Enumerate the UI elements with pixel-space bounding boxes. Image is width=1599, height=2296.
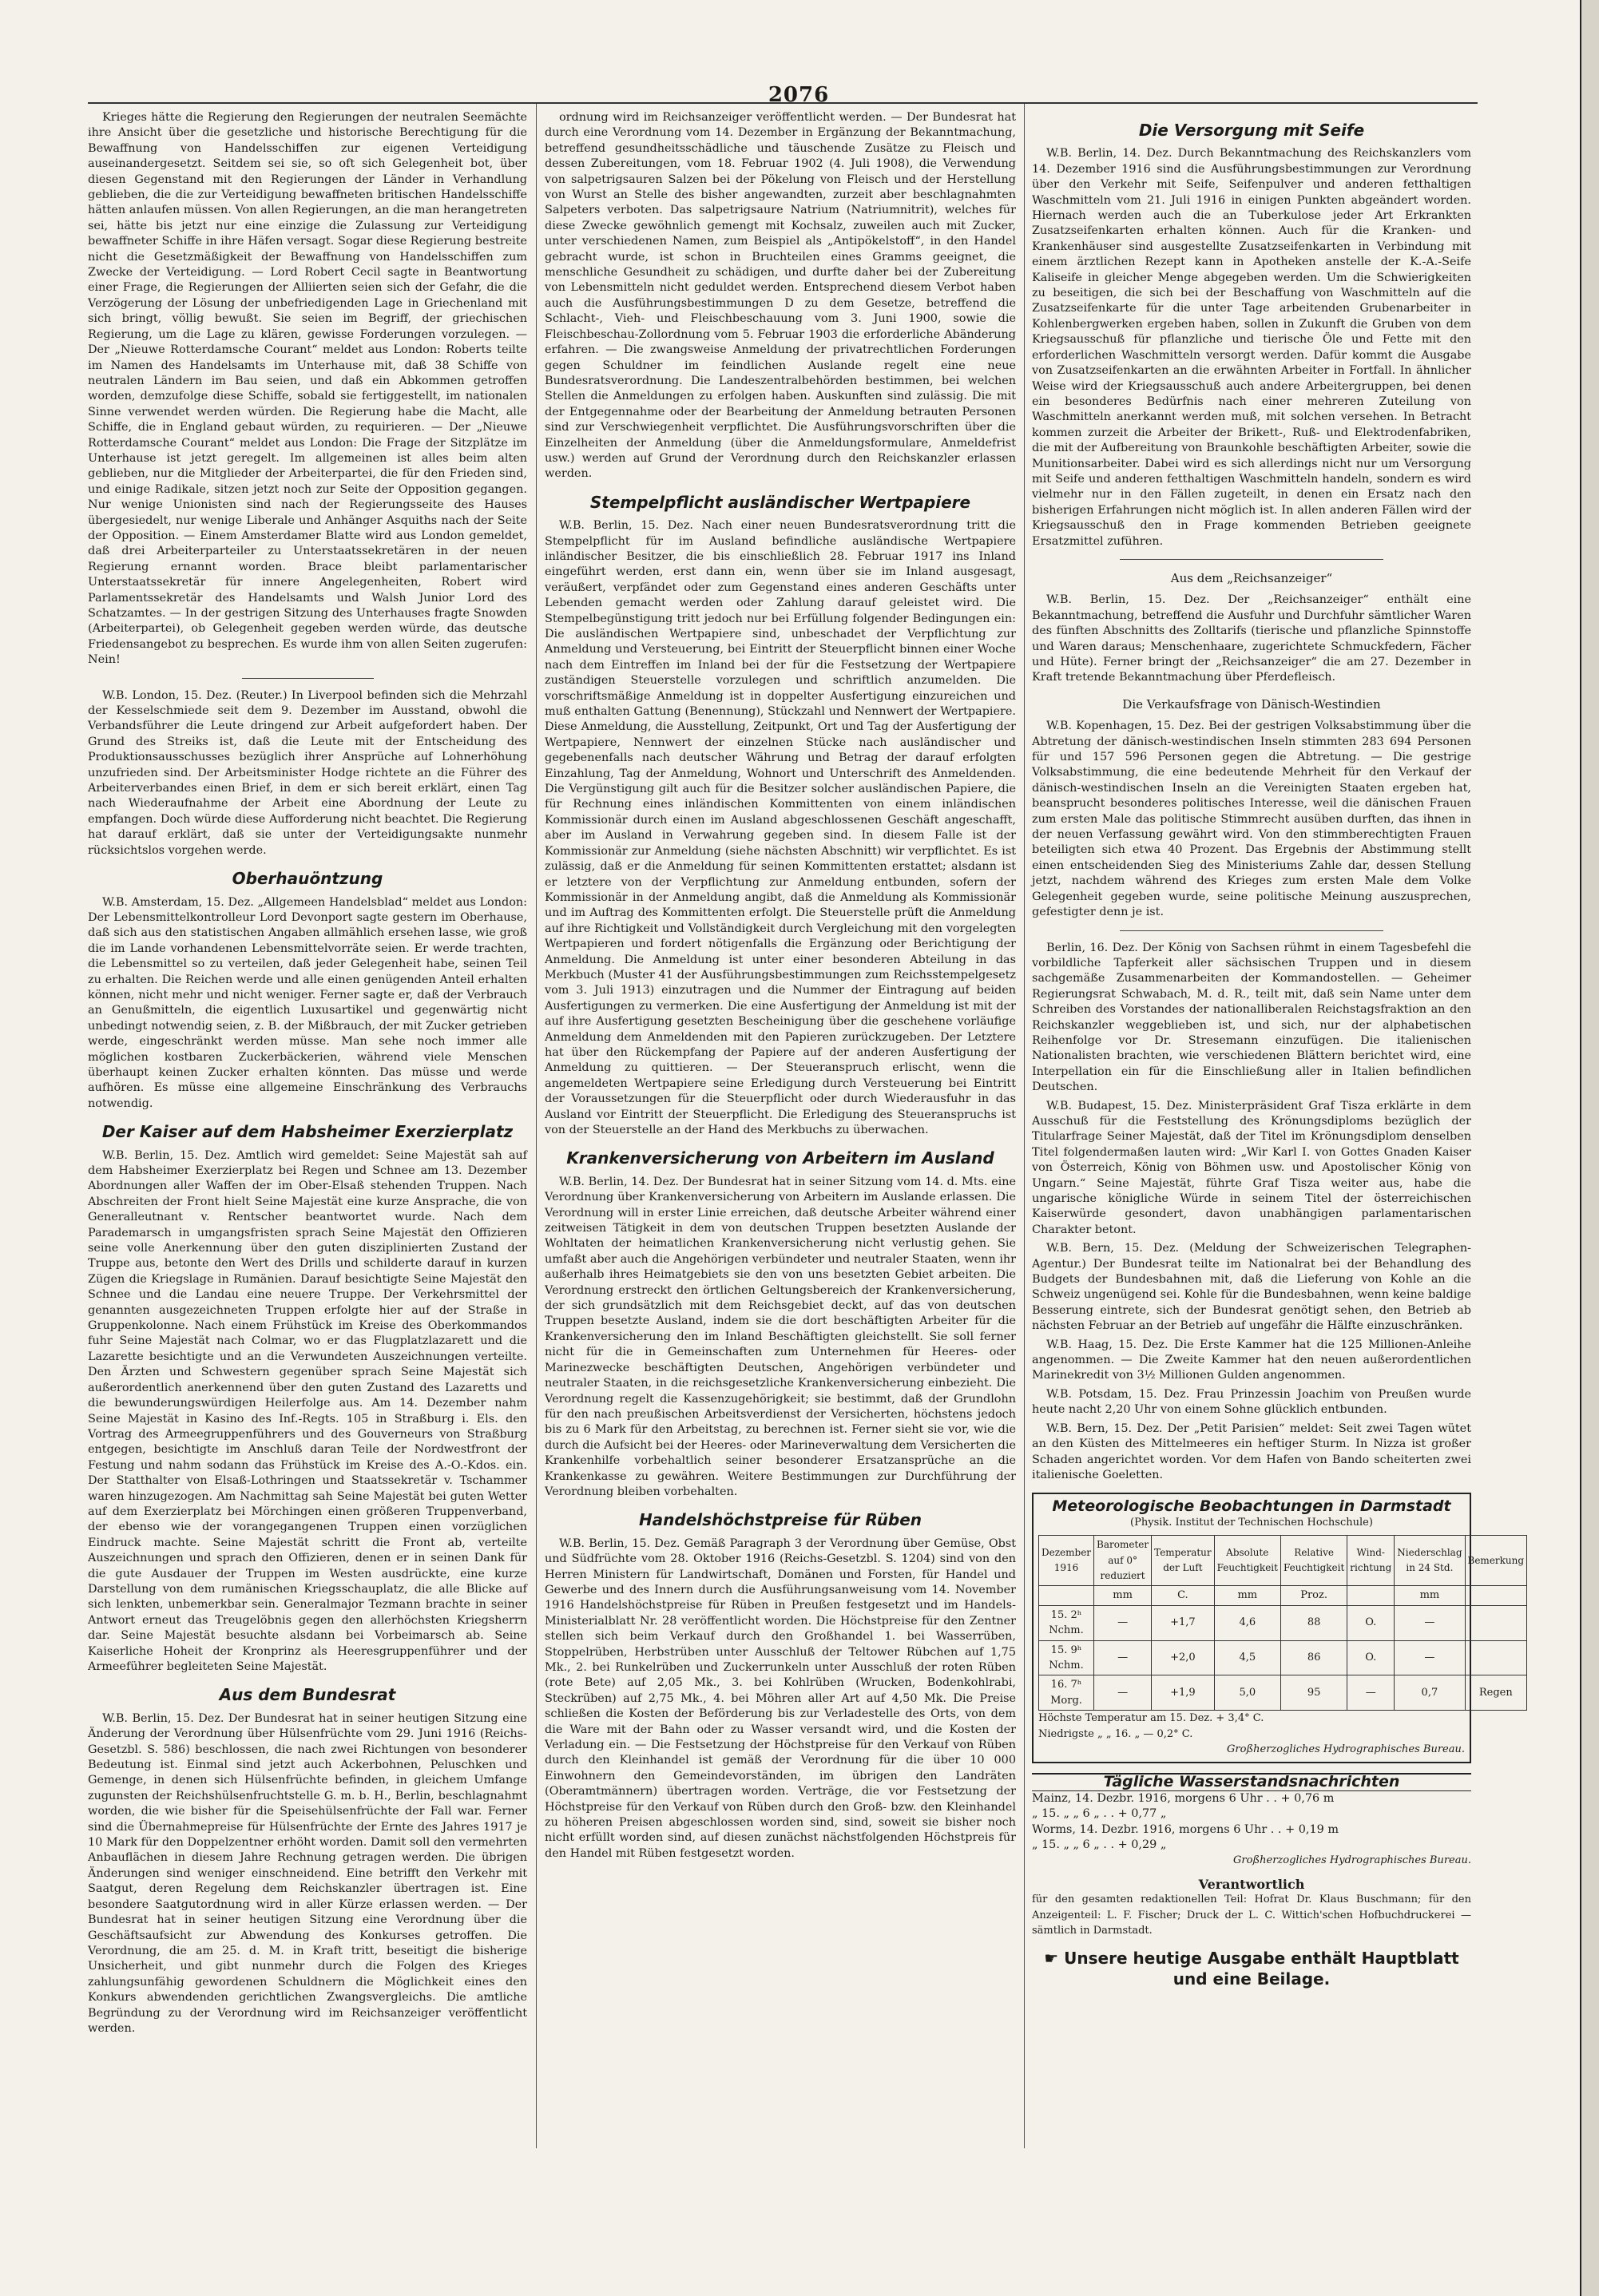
weather-header: Temperatur der Luft [1152,1536,1215,1586]
weather-unit [1039,1586,1094,1605]
weather-cell: 95 [1280,1675,1347,1711]
min-temperature: Niedrigste „ „ 16. „ — 0,2° C. [1038,1727,1193,1740]
weather-cell: +2,0 [1152,1640,1215,1675]
weather-cell: — [1094,1675,1152,1711]
weather-cell: O. [1347,1640,1395,1675]
column-divider-2 [1024,104,1025,2148]
weather-cell: 86 [1280,1640,1347,1675]
weather-unit: mm [1395,1586,1465,1605]
weather-unit [1465,1586,1527,1605]
article-paragraph: Berlin, 16. Dez. Der König von Sachsen rühmt in einem Tagesbefehl die vorbildliche Tapferkeit aller sächsischen Truppen und in diesem sachgemäße Zusammenarbeiten der Kommandostellen. — Geheimer Regierungsrat Schwabach, M. d. R., teilt mit, daß sein Name unter dem Schreiben des Vorstandes der nationalliberalen Reichstagsfraktion an den Reichskanzler weggeblieben ist, und sich, nur der alphabetischen Reihenfolge vor Dr. Stresemann einzufügen. Die italienischen Nationalisten brachten, wie verschiedenen Blättern berichtet wird, eine Interpellation ein für die Einschließung aller in Italien befindlichen Deutschen. [1032,941,1471,1094]
weather-cell: 15. 2ʰ Nchm. [1039,1605,1094,1640]
weather-subtitle: (Physik. Institut der Technischen Hochschule) [1130,1516,1373,1529]
imprint-title: Verantwortlich [1198,1876,1305,1892]
weather-row [1039,1605,1527,1640]
weather-row [1039,1640,1527,1675]
weather-cell: 0,7 [1395,1675,1465,1711]
weather-cell: — [1395,1640,1465,1675]
weather-header: Niederschlag in 24 Std. [1395,1536,1465,1586]
headline-kaiser: Der Kaiser auf dem Habsheimer Exerzierplatz [101,1122,514,1142]
headline-oberhaus: Oberhauöntzung [232,869,383,889]
weather-cell: — [1395,1605,1465,1640]
headline-westindien: Die Verkaufsfrage von Dänisch-Westindien [1122,696,1381,712]
water-level-line: „ 15. „ „ 6 „ . . + 0,77 „ [1032,1807,1167,1821]
article-paragraph: W.B. Berlin, 15. Dez. Amtlich wird gemeldet: Seine Majestät sah auf dem Habsheimer Exerzierplatz bei Regen und Schnee am 13. Dezember Abordnungen aller Waffen der im Ober-Elsaß stehenden Truppen. Nach Abschreiten der Front hielt Seine Majestät eine kurze Ansprache, die von Generalleutnant v. Rentscher beantwortet wurde. Nach dem Parademarsch in umgangsfristen sprach Seine Majestät den Offizieren seine volle Anerkennung über den guten disziplinierten Zustand der Truppe aus, betonte den Wert des Drills und schilderte darauf in kurzen Zügen die Kriegslage in Rumänien. Darauf besichtigte Seine Majestät den Schnee und die Landau eine neuere Truppe. Der Verkehrsmittel der genannten ausgezeichneten Truppen erfolgte hier auf der Straße in Gruppenkolonne. Nach einem Frühstück im Kreise des Oberkommandos fuhr Seine Majestät nach Colmar, wo er das Flugplatzlazarett und die Lazarette besichtigte und an die Verwundeten Auszeichnungen verteilte. Den Ärzten und Schwestern gegenüber sprach Seine Majestät sich außerordentlich anerkennend über den guten Zustand des Lazaretts und die bewunderungswürdigen Heilerfolge aus. Am 14. Dezember nahm Seine Majestät in Kasino des Inf.-Regts. 105 in Straßburg i. Els. den Vortrag des Armeegruppenführers und des Gouverneurs von Straßburg entgegen, besichtigte im Anschluß daran Teile der Nordwestfront der Festung und nahm sodann das Frühstück im Kreise des A.-O.-Kdos. ein. Der Statthalter von Elsaß-Lothringen und Staatssekretär v. Tschammer waren hinzugezogen. Am Nachmittag sah Seine Majestät bei guten Wetter auf dem Exerzierplatz bei Mörchingen einen größeren Truppenverband, der ebenso wie der vorangegangenen Truppen einen vorzüglichen Eindruck machte. Seine Majestät schritt die Front ab, verteilte Auszeichnungen und sprach den Offizieren, denen er in seinen Dank für die gute Ausdauer der Truppen im Westen ausdrückte, eine kurze Darstellung von dem rumänischen Kriegsschauplatz, die alle Blicke auf sich lenkten, unbemerkbar sein. Generalmajor Tezmann brachte in seiner Antwort erneut das Treugelöbnis gegen den allerhöchsten Kriegsherrn dar. Seine Majestät besuchte alsdann bei Vorbeimarsch ab. Seine Kaiserliche Hoheit der Kronprinz als Heeresgruppenführer und der Armeeführer begleiteten Seine Majestät. [88,1148,527,1673]
weather-cell: O. [1347,1605,1395,1640]
article-paragraph: W.B. Berlin, 15. Dez. Nach einer neuen Bundesratsverordnung tritt die Stempelpflicht für im Ausland befindliche ausländische Wertpapiere inländischer Besitzer, die bis einschließlich 28. Februar 1917 ins Inland eingeführt werden, erst dann ein, wenn über sie im Inland ausgesagt, veräußert, verpfändet oder zum Gegenstand eines anderen Geschäfts unter Lebenden gemacht werden oder Zahlung darauf geleistet wird. Die Stempelbegünstigung tritt jedoch nur bei Erfüllung folgender Bedingungen ein: Die ausländischen Wertpapiere sind, unbeschadet der Verpflichtung zur Anmeldung und Versteuerung, bei Eintritt der Steuerpflicht binnen einer Woche nach dem Eintreffen im Inland bei der für die Festsetzung der Wertpapiere zuständigen Steuerstelle vorzulegen und schriftlich anzumelden. Die vorschriftsmäßige Anmeldung ist in doppelter Ausfertigung einzureichen und muß enthalten Gattung (Benennung), Stückzahl und Nennwert der Wertpapiere. Diese Anmeldung, die Ausstellung, Zeitpunkt, Ort und Tag der Ausfertigung der Wertpapiere, Nennwert der einzelnen Stücke nach ausländischer und gegebenenfalls nach deutscher Währung und Betrag der darauf erfolgten Einzahlung, Tag der Anmeldung, Wohnort und Unterschrift des Anmeldenden. Die Vergünstigung gilt auch für die Besitzer solcher ausländischen Papiere, die für Rechnung eines inländischen Kommittenten von einem inländischen Kommissionär durch einen im Ausland abgeschlossenen Geschäft angeschafft, aber im Ausland in Verwahrung gegeben sind. In diesem Falle ist der Kommissionär zur Anmeldung (siehe nächsten Abschnitt) wir verpflichtet. Es ist zulässig, daß er die Anmeldung für seinen Kommittenten erstattet; alsdann ist er letztere von der Verpflichtung zur Anmeldung entbunden, sofern der Kommissionär in der Anmeldung angibt, daß die Anmeldung als Kommissionär und im Auftrag des Kommittenten erfolgt. Die Steuerstelle prüft die Anmeldung auf ihre Richtigkeit und Vollständigkeit durch Vergleichung mit den vorgelegten Wertpapieren und fordert nötigenfalls die Ergänzung oder Berichtigung der Anmeldung. Die Anmeldung ist unter einer besonderen Abteilung in das Merkbuch (Muster 41 der Ausführungsbestimmungen zum Reichsstempelgesetz vom 3. Juli 1913) einzutragen und die Nummer der Eintragung auf beiden Ausfertigungen zu vermerken. Die eine Ausfertigung der Anmeldung ist mit der auf ihre Ausfertigung gesetzten Bescheinigung über die geschehene vorläufige Anmeldung dem Anmeldenden mit den Papieren zurückzugeben. Der Letztere hat über den Rückempfang der Papiere auf der anderen Ausfertigung der Anmeldung zu quittieren. — Der Steueranspruch erlischt, wenn die angemeldeten Wertpapiere seine Erledigung durch Versteuerung bei Eintritt der Voraussetzungen für die Steuerpflicht oder durch Wiederausfuhr in das Ausland vor Eintritt der Steuerpflicht. Die Erledigung des Steueranspruchs ist von der Steuerstelle an der Hand des Merkbuchs zu überwachen. [545,519,1016,1136]
column-3 [1032,110,1525,2155]
weather-cell: 16. 7ʰ Morg. [1039,1675,1094,1711]
water-credit: Großherzogliches Hydrographisches Bureau. [1233,1854,1471,1867]
weather-unit: C. [1152,1586,1215,1605]
weather-table [1038,1535,1527,1711]
imprint-text: für den gesamten redaktionellen Teil: Hofrat Dr. Klaus Buschmann; für den Anzeigenteil: L. F. Fischer; Druck der L. C. Wittich'schen Hofbuchdruckerei — sämtlich in Darmstadt. [1032,1894,1471,1937]
column-divider-1 [536,104,537,2148]
weather-cell: 4,6 [1214,1605,1280,1640]
headline-stempelpflicht: Stempelpflicht ausländischer Wertpapiere [589,492,971,512]
weather-cell: 4,5 [1214,1640,1280,1675]
header-rule [88,102,1478,104]
water-level-title: Tägliche Wasserstandsnachrichten [1032,1773,1471,1790]
headline-bundesrat: Aus dem Bundesrat [219,1685,396,1705]
page-edge-strip [1580,0,1599,2296]
weather-cell: 15. 9ʰ Nchm. [1039,1640,1094,1675]
weather-unit [1347,1586,1395,1605]
weather-observations-box [1032,1493,1525,1763]
column-1 [88,110,527,2155]
article-paragraph: W.B. Bern, 15. Dez. Der „Petit Parisien“ meldet: Seit zwei Tagen wütet an den Küsten des Mittelmeeres ein heftiger Sturm. In Nizza ist großer Schaden angerichtet worden. Vor dem Hafen von Bando scheiterten zwei italienische Goeletten. [1032,1422,1471,1481]
weather-cell: +1,7 [1152,1605,1215,1640]
weather-header: Relative Feuchtigkeit [1280,1536,1347,1586]
article-paragraph: W.B. Berlin, 15. Dez. Gemäß Paragraph 3 der Verordnung über Gemüse, Obst und Südfrüchte vom 28. Oktober 1916 (Reichs-Gesetzbl. S. 1204) sind von den Herren Ministern für Landwirtschaft, Domänen und Forsten, für Handel und Gewerbe und des Innern durch die Ausführungsanweisung vom 14. November 1916 Handelshöchstpreise für Rüben in Preußen festgesetzt und im Handels-Ministerialblatt Nr. 28 veröffentlicht worden. Die Höchstpreise für den Zentner stellen sich beim Verkauf durch den Großhandel 1. bei Wasserrüben, Stoppelrüben, Herbstrüben unter Ausschluß der Teltower Rübchen auf 1,75 Mk., 2. bei Runkelrüben und Zuckerrunkeln unter Ausschluß der roten Rüben (rote Bete) auf 2,05 Mk., 3. bei Kohlrüben (Wrucken, Bodenkohlrabi, Steckrüben) auf 2,75 Mk., 4. bei Möhren aller Art auf 4,50 Mk. Die Preise schließen die Kosten der Beförderung bis zur Verladestelle des Orts, von dem die Ware mit der Bahn oder zu Wasser versandt wird, und die Kosten der Verladung ein. — Die Festsetzung der Höchstpreise für den Verkauf von Rüben durch den Kleinhandel ist gemäß der Verordnung für die über 10 000 Einwohnern den Gemeindevorständen, im übrigen den Landräten (Oberamtmännern) übertragen worden. Verträge, die vor Festsetzung der Höchstpreise für den Verkauf von Rüben durch den Groß- bzw. den Kleinhandel zu höheren Preisen abgeschlossen worden sind, sind, soweit sie bisher noch nicht erfüllt worden sind, auf diesen zunächst nächstfolgenden Höchstpreis für den Handel mit Rüben festgesetzt worden. [545,1537,1016,1860]
separator [1120,930,1383,931]
water-level-line: Worms, 14. Dezbr. 1916, morgens 6 Uhr . . + 0,19 m [1032,1822,1339,1836]
article-paragraph: W.B. London, 15. Dez. (Reuter.) In Liverpool befinden sich die Mehrzahl der Kesselschmiede seit dem 9. Dezember im Ausstand, obwohl die Verbandsführer die Leute dringend zur Arbeit aufgefordert haben. Der Grund des Streiks ist, daß die Leute mit der Entscheidung des Produktionsausschusses bezüglich ihrer Ansprüche auf Lohnerhöhung unzufrieden sind. Der Arbeitsminister Hodge richtete an die Führer des Arbeiterverbandes einen Brief, in dem er sich bereit erklärt, einen Tag nach Wiederaufnahme der Arbeit eine Abordnung der Leute zu empfangen. Doch würde diese Aufforderung nicht beachtet. Die Regierung hat darauf erklärt, daß sie unter der Verteidigungsakte nunmehr rücksichtslos vorgehen werde. [88,688,527,857]
water-level-line: „ 15. „ „ 6 „ . . + 0,29 „ [1032,1838,1167,1852]
separator [242,678,374,679]
article-paragraph: W.B. Berlin, 15. Dez. Der Bundesrat hat in seiner heutigen Sitzung eine Änderung der Verordnung über Hülsenfrüchte vom 29. Juni 1916 (Reichs-Gesetzbl. S. 586) beschlossen, die nach zwei Richtungen von besonderer Bedeutung ist. Einmal sind jetzt auch Ackerbohnen, Peluschken und Gemenge, in denen sich Hülsenfrüchte befinden, in gleichem Umfange zugunsten der Reichshülsenfruchtstelle G. m. b. H., Berlin, beschlagnahmt worden, die wie bisher für die Speisehülsenfrüchte der Fall war. Ferner sind die Übernahmepreise für Hülsenfrüchte der Ernte des Jahres 1917 je 10 Mark für den Doppelzentner erhöht worden. Damit soll den vermehrten Anbauflächen in diesem Jahre Rechnung getragen werden. Die übrigen Änderungen sind weniger einschneidend. Eine betrifft den Verkehr mit Saatgut, deren Regelung dem Reichskanzler übertragen ist. Eine besondere Saatgutordnung wird in aller Kürze erlassen werden. — Der Bundesrat hat in seiner heutigen Sitzung eine Verordnung über die Geschäftsaufsicht zur Abwendung des Konkurses getroffen. Die Verordnung, die am 25. d. M. in Kraft tritt, beseitigt die bisherige Unsicherheit, und gibt nunmehr durch die Folgen des Krieges zahlungsunfähig gewordenen Schuldnern die Möglichkeit eines den Konkurs abwendenden gerichtlichen Zwangsvergleichs. Die amtliche Begründung zu der Verordnung wird im Reichsanzeiger veröffentlicht werden. [88,1711,527,2035]
article-paragraph: W.B. Berlin, 15. Dez. Der „Reichsanzeiger“ enthält eine Bekanntmachung, betreffend die Ausfuhr und Durchfuhr sämtlicher Waren des fünften Abschnitts des Zolltarifs (tierische und pflanzliche Spinnstoffe und Waren daraus; Menschenhaare, zugerichtete Schmuckfedern, Fächer und Hüte). Ferner bringt der „Reichsanzeiger“ die am 27. Dezember in Kraft tretende Bekanntmachung über Pferdefleisch. [1032,593,1471,684]
article-paragraph: ordnung wird im Reichsanzeiger veröffentlicht werden. — Der Bundesrat hat durch eine Verordnung vom 14. Dezember in Ergänzung der Bekanntmachung, betreffend gesundheitsschädliche und täuschende Zusätze zu Fleisch und dessen Zubereitungen, vom 18. Februar 1902 (4. Juli 1908), die Verwendung von salpetrigsauren Salzen bei der Pökelung von Fleisch und der Herstellung von Wurst an Stelle des bisher angewandten, zurzeit aber beschlagnahmten Salpeters verboten. Das salpetrigsaure Natrium (Natriumnitrit), welches für diese Zwecke gewöhnlich gemengt mit Kochsalz, zuweilen auch mit Zucker, unter verschiedenen Namen, zum Beispiel als „Antipökelstoff“, in den Handel gebracht wurde, ist schon in Bruchteilen eines Gramms geeignet, die menschliche Gesundheit zu schädigen, und durfte daher bei der Zubereitung von Lebensmitteln nicht geduldet werden. Entsprechend diesem Verbot haben auch die Ausführungsbestimmungen D zu dem Gesetze, betreffend die Schlacht-, Vieh- und Fleischbeschauung vom 3. Juni 1900, sowie die Fleischbeschau-Zollordnung vom 5. Februar 1903 die erforderliche Abänderung erfahren. — Die zwangsweise Anmeldung der privatrechtlichen Forderungen gegen Schuldner im feindlichen Auslande regelt eine neue Bundesratsverordnung. Die Landeszentralbehörden bestimmen, bei welchen Stellen die Anmeldungen zu erfolgen haben. Auskunften sind zulässig. Die mit der Entgegennahme oder der Bearbeitung der Anmeldung betrauten Personen sind zur Verschwiegenheit verpflichtet. Die Ausführungsvorschriften über die Einzelheiten der Anmeldung (über die Anmeldungsformulare, Anmeldefrist usw.) werden auf Grund der Verordnung durch den Reichskanzler erlassen werden. [545,111,1016,481]
weather-header: Dezember 1916 [1039,1536,1094,1586]
weather-unit: Proz. [1280,1586,1347,1605]
weather-header: Wind-richtung [1347,1536,1395,1586]
max-temperature: Höchste Temperatur am 15. Dez. + 3,4° C. [1038,1712,1264,1725]
weather-cell [1465,1605,1527,1640]
article-paragraph: Krieges hätte die Regierung den Regierungen der neutralen Seemächte ihre Ansicht über die gesetzliche und historische Berechtigung für die Bewaffnung von Handelsschiffen zur eigenen Verteidigung auseinandergesetzt. Seitdem sei sie, so oft sich Gelegenheit bot, über diesen Gegenstand mit den Regierungen der Länder in Verhandlung geblieben, die die zur Verteidigung bewaffneten britischen Handelsschiffe hätten anlaufen müssen. Von allen Regierungen, an die man herangetreten sei, hätte bis jetzt nur eine einzige die Zulassung zur Verteidigung bewaffneter Schiffe in ihre Häfen versagt. Sogar diese Regierung bestreite nicht die Gesetzmäßigkeit der Bewaffnung von Handelsschiffen zum Zwecke der Verteidigung. — Lord Robert Cecil sagte in Beantwortung einer Frage, die Regierungen der Alliierten seien sich der Gefahr, die die Verzögerung der Lösung der unbefriedigenden Lage in Griechenland mit sich bringt, völlig bewußt. Sie seien im Begriff, der griechischen Regierung, um die Lage zu klären, gewisse Forderungen vorzulegen. — Der „Nieuwe Rotterdamsche Courant“ meldet aus London: Roberts teilte im Namen des Handelsamts im Unterhause mit, daß 38 Schiffe von neutralen Ländern im Bau seien, und daß ein Abkommen getroffen worden, demzufolge diese Schiffe, sobald sie fertiggestellt, im nationalen Sinne verwendet werden würden. Die Regierung habe die Macht, alle Schiffe, die in England gebaut würden, zu requirieren. — Der „Nieuwe Rotterdamsche Courant“ meldet aus London: Die Frage der Sitzplätze im Unterhause ist jetzt geregelt. Im allgemeinen ist alles beim alten geblieben, nur die Mitglieder der Arbeiterpartei, die für den Frieden sind, und einige Radikale, sitzen jetzt noch zur Seite der Opposition gegangen. Nur wenige Unionisten sind nach der Regierungsseite des Hauses übergesiedelt, nur wenige Liberale und Anhänger Asquiths nach der Seite der Opposition. — Einem Amsterdamer Blatte wird aus London gemeldet, daß drei Arbeiterparteiler zu Unterstaatssekretären in der neuen Regierung ernannt worden. Brace bleibt parlamentarischer Unterstaatssekretär für innere Angelegenheiten, Robert wird Parlamentssekretär des Handelsamts und Walsh Junior Lord des Schatzamtes. — In der gestrigen Sitzung des Unterhauses fragte Snowden (Arbeiterpartei), ob Gelegenheit gegeben werden würde, das deutsche Friedensangebot zu besprechen. Es wurde ihm von allen Seiten zugerufen: Nein! [88,111,527,667]
article-paragraph: W.B. Berlin, 14. Dez. Durch Bekanntmachung des Reichskanzlers vom 14. Dezember 1916 sind die Ausführungsbestimmungen zur Verordnung über den Verkehr mit Seife, Seifenpulver und anderen fetthaltigen Waschmitteln vom 21. Juli 1916 in einigen Punkten abgeändert worden. Hiernach werden auch die an Tuberkulose jeder Art Erkrankten Zusatzseifenkarten erhalten können. Auch für die Kranken- und Krankenhäuser sind ausgestellte Zusatzseifenkarten in Verbindung mit einem ärztlichen Rezept kann in Apotheken anstelle der K.-A.-Seife Kaliseife in gleicher Menge abgegeben werden. Um die Schwierigkeiten zu beseitigen, die sich bei der Beschaffung von Waschmitteln auf die Zusatzseifenkarte für die unter Tage arbeitenden Grubenarbeiter in Kohlenbergwerken ergeben haben, sollen in Zukunft die Gruben von dem Kriegsausschuß für pflanzliche und tierische Öle und Fette mit den erforderlichen Waschmitteln versorgt werden. Dafür kommt die Ausgabe von Zusatzseifenkarten an die erwähnten Arbeiter in Fortfall. In ähnlicher Weise wird der Kriegsausschuß auch andere Arbeitergruppen, bei denen ein besonderes Bedürfnis nach einer mehreren Zuteilung von Waschmitteln anerkannt werden muß, mit solchen versehen. In Betracht kommen zurzeit die Arbeiter der Brikett-, Ruß- und Elektrodenfabriken, die mit der Aufbereitung von Braunkohle beschäftigten Arbeiter, sowie die Munitionsarbeiter. Dabei wird es sich allerdings nicht nur um Versorgung mit Seife und anderen fetthaltigen Waschmitteln handeln, sondern es wird vielmehr nur in den Fällen zugeteilt, in denen ein Ersatz nach den bisherigen Erfahrungen nicht möglich ist. In allen anderen Fällen wird der Kriegsausschuß den in Frage kommenden Betrieben geeignete Ersatzmittel zuführen. [1032,147,1471,548]
headline-rueben: Handelshöchstpreise für Rüben [638,1510,922,1530]
weather-header: Barometer auf 0° reduziert [1094,1536,1152,1586]
weather-title: Meteorologische Beobachtungen in Darmstadt [1052,1497,1451,1516]
weather-cell: — [1094,1605,1152,1640]
article-paragraph: W.B. Potsdam, 15. Dez. Frau Prinzessin Joachim von Preußen wurde heute nacht 2,20 Uhr von einem Sohne glücklich entbunden. [1032,1387,1471,1417]
weather-units-row [1039,1586,1527,1605]
weather-credit: Großherzogliches Hydrographisches Bureau. [1227,1743,1465,1755]
column-2 [545,110,1016,2155]
weather-cell: 88 [1280,1605,1347,1640]
separator [1120,559,1383,560]
article-paragraph: W.B. Amsterdam, 15. Dez. „Allgemeen Handelsblad“ meldet aus London: Der Lebensmittelkontrolleur Lord Devonport sagte gestern im Oberhause, daß sich aus den statistischen Angaben allmählich ersehen lasse, wie groß die im Lande vorhandenen Lebensmittelvorräte seien. Er werde trachten, die Lebensmittel so zu verteilen, daß jeder Gelegenheit habe, seinen Teil zu erhalten. Die Reichen werde und alle einen genügenden Anteil erhalten können, nicht mehr und nicht weniger. Ferner sagte er, daß der Verbrauch an Genußmitteln, die eigentlich Luxusartikel und gegenwärtig nicht unbedingt notwendig seien, z. B. der Mißbrauch, der mit Zucker getrieben werde, eingeschränkt werden müsse. Man sehe noch immer alle möglichen kostbaren Zuckerbäckerien, während viele Menschen überhaupt keinen Zucker erhalten könnten. Das müsse und werde aufhören. Es müsse eine allgemeine Einschränkung des Verbrauchs notwendig. [88,895,527,1110]
page-number: 2076 [768,83,830,107]
headline-seife: Die Versorgung mit Seife [1138,121,1365,140]
weather-header-row [1039,1536,1527,1586]
weather-header: Absolute Feuchtigkeit [1214,1536,1280,1586]
weather-unit: mm [1214,1586,1280,1605]
headline-reichsanzeiger: Aus dem „Reichsanzeiger“ [1170,570,1333,585]
weather-cell [1465,1640,1527,1675]
water-level-list [1032,1791,1471,1869]
article-paragraph: W.B. Bern, 15. Dez. (Meldung der Schweizerischen Telegraphen-Agentur.) Der Bundesrat teilte im Nationalrat bei der Behandlung des Budgets der Bundesbahnen mit, daß die Lieferung von Kohle an die Schweiz ungenügend sei. Kohle für die Bundesbahnen, wenn keine baldige Besserung eintrete, sich der Bundesrat genötigt sehen, den Betrieb ab nächsten Februar an der Betrieb auf ungefähr die Hälfte einzuschränken. [1032,1242,1471,1333]
article-paragraph: W.B. Budapest, 15. Dez. Ministerpräsident Graf Tisza erklärte in dem Ausschuß für die Feststellung des Krönungsdiploms bezüglich der Titularfrage Seiner Majestät, daß der Titel im Krönungsdiplom denselben Titel folgendermaßen lauten wird: „Wir Karl I. von Gottes Gnaden Kaiser von Österreich, König von Böhmen usw. und Apostolischer König von Ungarn.“ Seine Majestät, führte Graf Tisza weiter aus, habe die ungarische königliche Würde in seinem Titel der österreichischen Kaiserwürde gesondert, davon unabhängigen parlamentarischen Charakter betont. [1032,1099,1471,1236]
article-paragraph: W.B. Berlin, 14. Dez. Der Bundesrat hat in seiner Sitzung vom 14. d. Mts. eine Verordnung über Krankenversicherung von Arbeitern im Auslande erlassen. Die Verordnung will in erster Linie erreichen, daß deutsche Arbeiter während einer zeitweisen Tätigkeit in dem von deutschen Truppen besetzten Auslande der Wohltaten der heimatlichen Krankenversicherung nicht verlustig gehen. Sie umfaßt aber auch die Angehörigen verbündeter und neutraler Staaten, wenn ihr außerhalb ihres Heimatgebiets sie den von uns besetzten Gebiet arbeiten. Die Verordnung erstreckt den örtlichen Geltungsbereich der Krankenversicherung, der sich grundsätzlich mit dem Reichsgebiet deckt, auf das von deutschen Truppen besetzte Ausland, indem sie die dort beschäftigten Arbeiter für die Krankenversicherung den im Inland Beschäftigten gleichstellt. Sie soll ferner nicht für die in Gemeinschaften zum Unternehmen für Heeres- oder Marinezwecke beschäftigten Deutschen, Angehörigen verbündeter und neutraler Staaten, in die reichsgesetzliche Krankenversicherung einbezieht. Die Verordnung regelt die Kassenzugehörigkeit; sie bestimmt, daß der Grundlohn für den nach preußischen Arbeitsverdienst der Versicherten, höchstens jedoch bis zu 6 Mark für den Arbeitstag, zu berechnen ist. Ferner sieht sie vor, wie die durch die Aufsicht bei der Heeres- oder Marineverwaltung dem Versicherten die Krankenhilfe vorbehaltlich seiner besonderer Ersatzansprüche an die Krankenkasse zu gewähren. Weitere Bestimmungen zur Durchführung der Verordnung bleiben vorbehalten. [545,1175,1016,1498]
edition-notice: ☛ Unsere heutige Ausgabe enthält Hauptblatt und eine Beilage. [1044,1949,1459,1989]
weather-cell: 5,0 [1214,1675,1280,1711]
weather-row [1039,1675,1527,1711]
weather-cell: — [1094,1640,1152,1675]
article-paragraph: W.B. Haag, 15. Dez. Die Erste Kammer hat die 125 Millionen-Anleihe angenommen. — Die Zweite Kammer hat den neuen außerordentlichen Marinekredit von 3½ Millionen Gulden angenommen. [1032,1338,1471,1382]
weather-cell: — [1347,1675,1395,1711]
weather-unit: mm [1094,1586,1152,1605]
weather-cell: +1,9 [1152,1675,1215,1711]
headline-krankenversicherung: Krankenversicherung von Arbeitern im Ausland [566,1148,994,1168]
weather-cell: Regen [1465,1675,1527,1711]
weather-header: Bemerkung [1465,1536,1527,1586]
article-paragraph: W.B. Kopenhagen, 15. Dez. Bei der gestrigen Volksabstimmung über die Abtretung der dänisch-westindischen Inseln stimmten 283 694 Personen für und 157 596 Personen gegen die Abtretung. — Die gestrige Volksabstimmung, die eine bedeutende Mehrheit für den Verkauf der dänisch-westindischen Inseln an die Vereinigten Staaten ergeben hat, beansprucht besonderes politisches Interesse, weil die dänischen Frauen zum ersten Male das politische Stimmrecht ausüben durften, das ihnen in der neuen Verfassung gewährt wird. Von den stimmberechtigten Frauen beteiligten sich etwa 40 Prozent. Das Ergebnis der Abstimmung stellt einen entscheidenden Sieg des Ministeriums Zahle dar, dessen Stellung jetzt, nachdem während des Krieges zum ersten Male dem Volke Gelegenheit gegeben wurde, seine politische Meinung auszusprechen, gefestigter denn je ist. [1032,720,1471,919]
water-level-line: Mainz, 14. Dezbr. 1916, morgens 6 Uhr . . + 0,76 m [1032,1791,1335,1805]
